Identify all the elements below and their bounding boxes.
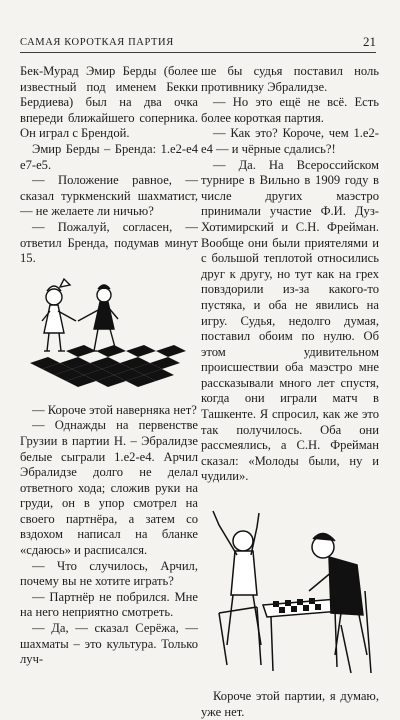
paragraph: — Но это ещё не всё. Есть более короткая партия. [201, 95, 379, 125]
paragraph: ше бы судья поставил ноль противнику Эбралидзе. [201, 64, 379, 94]
paragraph: — Пожалуй, согласен, — ответил Бренда, подумав минут 15. [20, 219, 198, 266]
paragraph: — Что случилось, Арчил, почему вы не хотите играть? [20, 558, 198, 589]
paragraph: — Да, — сказал Серёжа, — шахматы – это культура. Только луч- [20, 621, 198, 667]
right-column [201, 64, 379, 720]
paragraph: — Короче этой наверняка нет? [32, 402, 197, 417]
paragraph: — Партнёр не побрился. Мне на него неприятно смотреть. [20, 589, 198, 620]
paragraph: Бек-Мурад Эмир Берды (более известный под именем Бекки Бердиева) был на два очка впереди ближайшего соперника. Он играл с Брендой. [20, 64, 198, 141]
chapter-title: САМАЯ КОРОТКАЯ ПАРТИЯ [20, 37, 174, 48]
paragraph: — Да. На Всероссийском турнире в Вильно в 1909 году в числе других маэстро принимали участие Ф.И. Дуз-Хотимирский и С.Н. Фрейман. Вообще они были приятелями и с большой теплотой относились друг к другу, но тут как на грех повздорили из-за какого-то пустяка, и оба не явились на игру. Судья, недолго думая, поставил обоим по нулю. Об этом удивительном происшествии оба маэстро мне рассказывали много лет спустя, когда они играли матч в Ташкенте. Я спросил, как же это так получилось. Оба они рассмеялись, а С.Н. Фрейман сказал: «Молоды были, ну и чудили». [201, 157, 379, 484]
left-column [20, 64, 198, 668]
dancing-kids-illustration [20, 271, 198, 395]
chess-players-illustration [201, 495, 379, 685]
paragraph: Короче этой партии, я думаю, уже нет. [201, 689, 379, 719]
running-header [20, 30, 376, 53]
paragraph: — Однажды на первенстве Грузии в партии Н. – Эбралидзе белые сыграли 1.e2-e4. Арчил Эбралидзе долго не делал ответного хода; сложив руки на груди, он в упор смотрел на своего партнёра, а затем со вздохом написал на бланке «сдаюсь» и расписался. [20, 418, 198, 558]
paragraph: — Как это? Короче, чем 1.e2-e4 — и чёрные сдались?! [201, 126, 379, 156]
paragraph: — Положение равное, — сказал туркменский шахматист, — не желаете ли ничью? [20, 173, 198, 219]
paragraph: Эмир Берды – Бренда: 1.e2-e4 e7-e5. [20, 141, 198, 172]
page-number: 21 [363, 34, 376, 49]
